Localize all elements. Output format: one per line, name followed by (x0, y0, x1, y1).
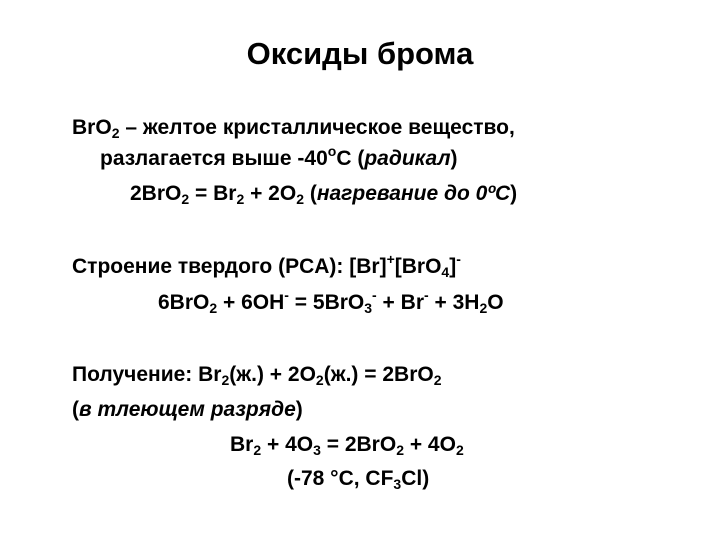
text-fragment: ) (510, 182, 518, 205)
slide-title: Оксиды брома (246, 36, 474, 71)
text-fragment: (ж.) + 2O (229, 363, 316, 386)
subscript: 2 (209, 300, 218, 316)
text-fragment: разлагается выше -40 (100, 147, 328, 170)
text-fragment: Cl) (401, 467, 430, 490)
text-fragment: (ж.) = 2BrO (323, 363, 434, 386)
superscript: - (372, 287, 377, 303)
superscript: + (386, 251, 395, 267)
superscript: o (327, 143, 337, 159)
italic-text: нагревание до 0ºC (316, 182, 511, 205)
text-fragment: Br (230, 433, 254, 456)
text-fragment: + 3H (428, 291, 480, 314)
text-fragment: O (487, 291, 504, 314)
superscript: - (424, 287, 429, 303)
subscript: 2 (315, 372, 324, 388)
text-line-glow-discharge (72, 396, 303, 424)
text-fragment: + Br (376, 291, 424, 314)
text-fragment: ] (449, 255, 457, 278)
text-line-conditions (287, 465, 429, 493)
text-fragment: ( (72, 398, 79, 421)
text-fragment: + 4O (261, 433, 314, 456)
equation-decomposition (130, 180, 517, 208)
subscript: 2 (111, 125, 120, 141)
text-line-structure (72, 253, 461, 281)
subscript: 2 (296, 191, 304, 207)
text-fragment: + 2O (244, 182, 297, 205)
text-fragment: ( (303, 182, 317, 205)
subscript: 2 (433, 372, 442, 388)
subscript: 3 (313, 442, 321, 458)
text-fragment: Строение твердого (PCA): [Br] (72, 255, 387, 278)
subscript: 2 (236, 191, 245, 207)
subscript: 2 (253, 442, 262, 458)
superscript: - (456, 251, 461, 267)
text-fragment: = 2BrO (320, 433, 397, 456)
subscript: 4 (441, 264, 450, 280)
italic-text: в тлеющем разряде (79, 398, 296, 421)
text-line-preparation (72, 361, 442, 389)
text-fragment: C ( (336, 147, 365, 170)
text-fragment: – желтое кристаллическое вещество, (119, 116, 515, 139)
text-fragment: 6BrO (158, 291, 210, 314)
text-fragment: + 6OH (217, 291, 285, 314)
superscript: - (284, 287, 289, 303)
text-line-decomposition (100, 145, 458, 173)
text-fragment: 2BrO (130, 182, 182, 205)
text-fragment: = Br (189, 182, 237, 205)
equation-hydrolysis (158, 289, 504, 317)
text-fragment: ) (295, 398, 303, 421)
subscript: 2 (181, 191, 190, 207)
text-fragment: + 4O (403, 433, 456, 456)
subscript: 3 (393, 476, 402, 492)
text-line-bro2-description (72, 114, 515, 142)
subscript: 2 (396, 442, 404, 458)
equation-ozonation (230, 431, 464, 459)
text-fragment: O (95, 116, 112, 139)
text-fragment: [BrO (394, 255, 442, 278)
subscript: 3 (364, 300, 373, 316)
text-fragment: Получение: Br (72, 363, 222, 386)
subscript: 2 (455, 442, 464, 458)
text-fragment: Br (72, 116, 96, 139)
subscript: 2 (221, 372, 230, 388)
italic-text: радикал (364, 147, 451, 170)
subscript: 2 (479, 300, 488, 316)
text-fragment: = 5BrO (288, 291, 365, 314)
text-fragment: ) (450, 147, 458, 170)
text-fragment: (-78 °C, CF (287, 467, 394, 490)
